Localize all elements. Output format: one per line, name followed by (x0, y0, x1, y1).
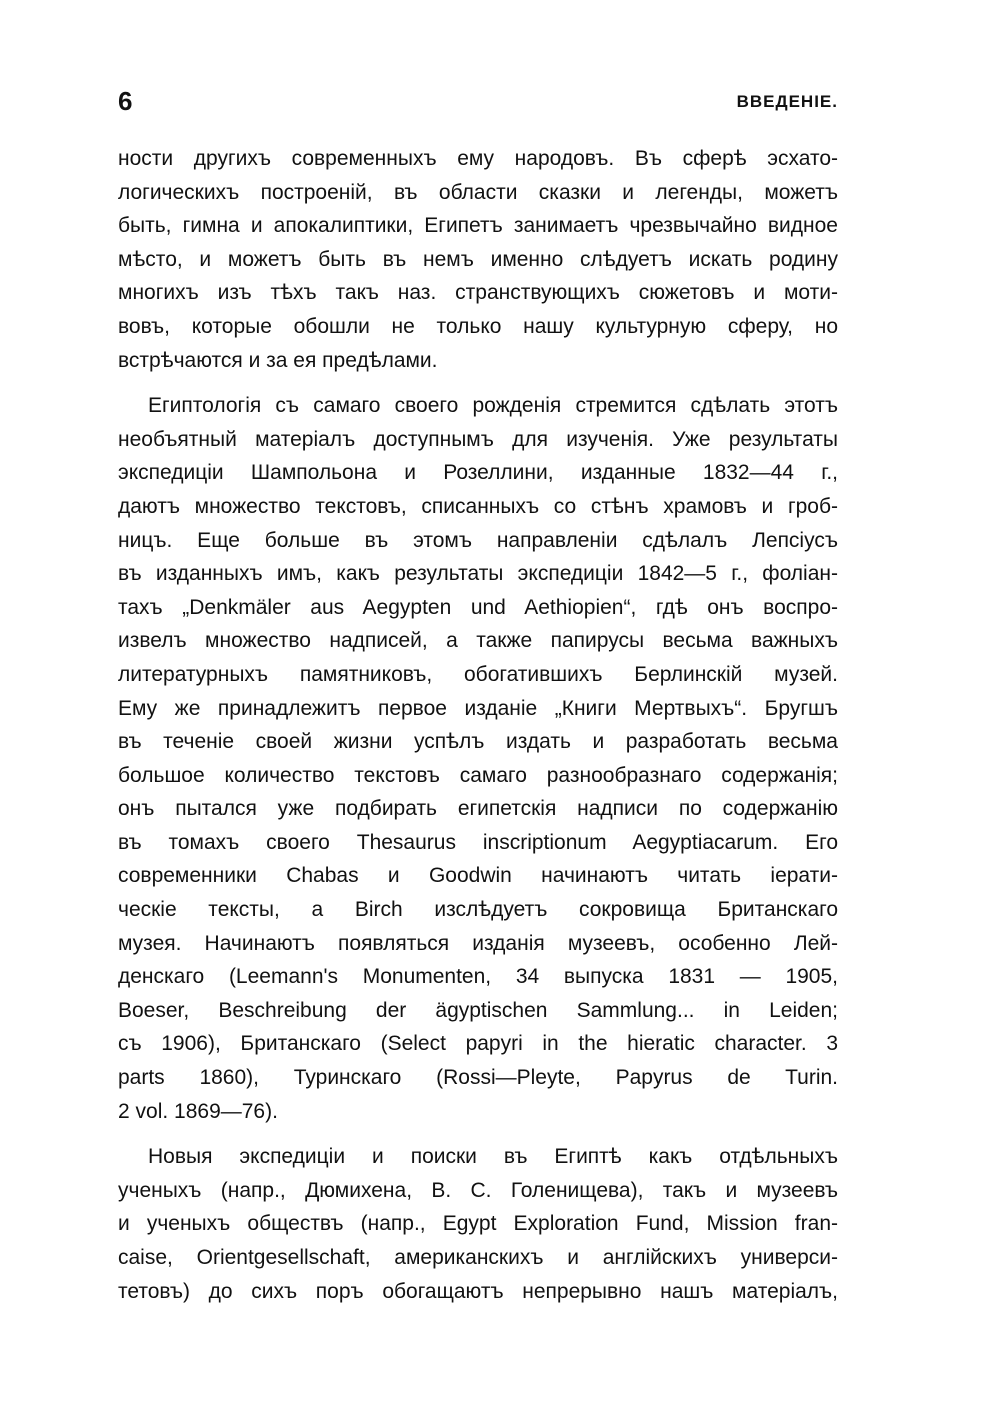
text-line: въ теченіе своей жизни успѣлъ издать и разработать весьма (118, 730, 838, 754)
text-line: многихъ изъ тѣхъ такъ наз. странствующихъ сюжетовъ и моти- (118, 281, 838, 305)
paragraph (118, 1140, 838, 1308)
text-line: литературныхъ памятниковъ, обогатившихъ Берлинскій музей. (118, 662, 838, 686)
text-line: тахъ „Denkmäler aus Aegypten und Aethiopien“, гдѣ онъ воспро- (118, 595, 838, 619)
text-line: caise, Orientgesellschaft, американскихъ и англійскихъ универси- (118, 1246, 838, 1269)
text-line: извелъ множество надписей, а также папирусы весьма важныхъ (118, 629, 838, 653)
text-line: Египтологія съ самаго своего рожденія стремится сдѣлать этотъ (148, 394, 838, 418)
running-head: ВВЕДЕНІЕ. (736, 92, 838, 111)
page-number: 6 (118, 86, 133, 116)
body-text (118, 142, 838, 1308)
text-line: Ему же принадлежитъ первое изданіе „Книги Мертвыхъ“. Бругшъ (118, 696, 838, 720)
text-line: онъ пытался уже подбирать египетскія надписи по содержанію (118, 797, 838, 821)
text-line: ученыхъ (напр., Дюмихена, В. С. Голенищева), такъ и музеевъ (118, 1178, 838, 1202)
paragraph (118, 142, 838, 377)
text-line: тетовъ) до сихъ поръ обогащаютъ непрерывно нашъ матеріалъ, (118, 1279, 838, 1303)
text-line: въ изданныхъ имъ, какъ результаты экспедиціи 1842—5 г., фоліан- (118, 562, 838, 586)
text-line: денскаго (Leemann's Monumenten, 34 выпуска 1831 — 1905, (118, 965, 838, 989)
text-line: Boeser, Beschreibung der ägyptischen Sammlung... in Leiden; (118, 998, 838, 1022)
text-line: въ томахъ своего Thesaurus inscriptionum Aegyptiacarum. Его (118, 830, 838, 854)
text-line: логическихъ построеній, въ области сказки и легенды, можетъ (118, 180, 838, 204)
text-line: parts 1860), Туринскаго (Rossi—Pleyte, Papyrus de Turin. (118, 1066, 838, 1090)
text-line: съ 1906), Британскаго (Select papyri in the hieratic character. 3 (118, 1032, 838, 1056)
text-line: ницъ. Еще больше въ этомъ направленіи сдѣлалъ Лепсіусъ (118, 528, 838, 552)
text-line: ности другихъ современныхъ ему народовъ. Въ сферѣ эсхато- (118, 147, 838, 170)
text-line: ческіе тексты, а Birch изслѣдуетъ сокровища Британскаго (118, 898, 838, 922)
text-line: музея. Начинаютъ появляться изданія музеевъ, особенно Лей- (118, 931, 838, 955)
text-line: экспедиціи Шампольона и Розеллини, изданные 1832—44 г., (118, 461, 838, 485)
text-line: встрѣчаются и за ея предѣлами. (118, 348, 438, 372)
page-header (118, 86, 838, 116)
text-line: быть, гимна и апокалиптики, Египетъ занимаетъ чрезвычайно видное (118, 214, 838, 238)
text-line: Новыя экспедиціи и поиски въ Египтѣ какъ отдѣльныхъ (148, 1145, 838, 1169)
text-line: мѣсто, и можетъ быть въ немъ именно слѣдуетъ искать родину (118, 247, 838, 271)
paragraph (118, 389, 838, 1128)
text-line: 2 vol. 1869—76). (118, 1099, 278, 1123)
text-line: необъятный матеріалъ доступнымъ для изученія. Уже результаты (118, 427, 838, 451)
text-line: вовъ, которые обошли не только нашу культурную сферу, но (118, 314, 838, 338)
text-line: даютъ множество текстовъ, списанныхъ со стѣнъ храмовъ и гроб- (118, 494, 838, 518)
text-line: и ученыхъ обществъ (напр., Egypt Exploration Fund, Mission fran- (118, 1212, 838, 1236)
text-line: большое количество текстовъ самаго разнообразнаго содержанія; (118, 763, 838, 787)
text-line: современники Chabas и Goodwin начинаютъ читать іерати- (118, 864, 838, 888)
